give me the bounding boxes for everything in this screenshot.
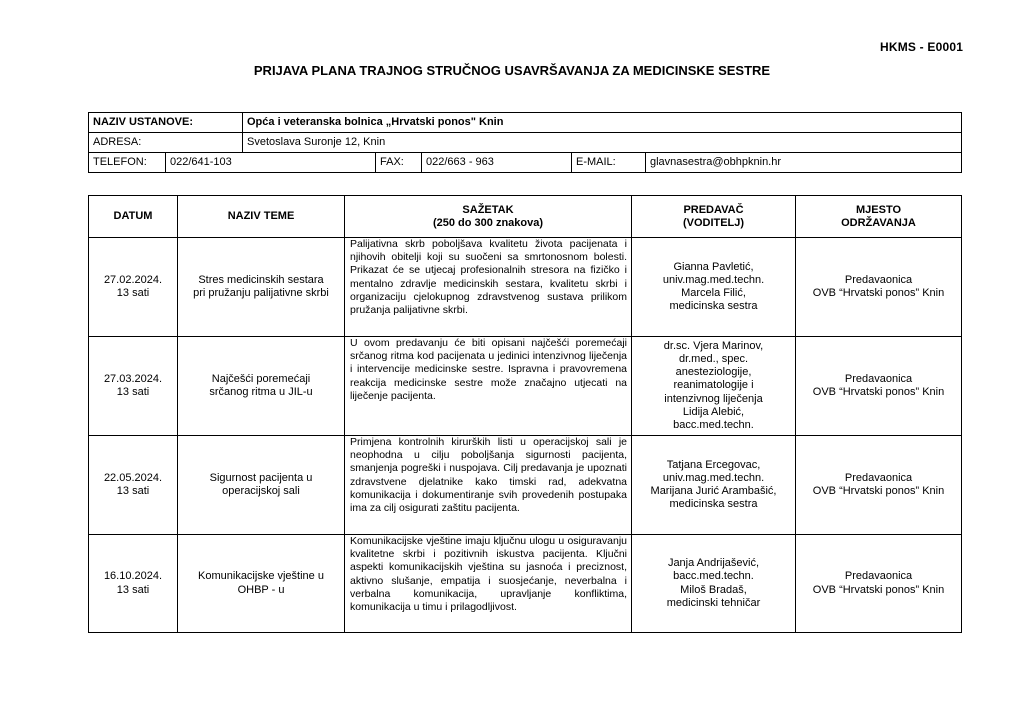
lecturer-line: univ.mag.med.techn. <box>662 471 765 484</box>
summary-text: Palijativna skrb poboljšava kvalitetu života pacijenata i njihovih obitelji koji su suočeni sa smrtonosnom bolesti. Prikazat će se utjecaj profesionalnih stresora na fizičko i mentalno zdravlje medicinskih sestara, kvalitetu skrbi i organizaciju cjelokupnog zdravstvenog sustava prilikom pružanja palijativne skrbi. <box>350 238 627 317</box>
lecturer-line: bacc.med.techn. <box>673 570 754 583</box>
place-line: Predavaonica <box>844 372 913 385</box>
date-text: 16.10.2024. <box>103 570 163 583</box>
cell-lecturer <box>632 337 796 436</box>
topic-line: Komunikacijske vještine u <box>198 570 324 583</box>
lecturer-line: intenzivnog liječenja <box>664 392 763 405</box>
place-line: Predavaonica <box>844 471 913 484</box>
summary-text: Komunikacijske vještine imaju ključnu ulogu u osiguravanju kvalitetne skrbi i pozitivnih iskustva pacijenta. Ključni aspekti komunikacijskih vještina su jasnoća i preciznost, aktivno slušanje, empatija i suosjećanje, neverbalna i verbalna komunikacija, upravljanje konfliktima, komunikacija u timu i prilagodljivost. <box>350 535 627 614</box>
table-row <box>89 436 962 535</box>
cell-date <box>89 337 178 436</box>
adresa-label: ADRESA: <box>89 133 243 153</box>
education-plan-table <box>88 195 962 633</box>
place-line: OVB “Hrvatski ponos” Knin <box>812 485 945 497</box>
header-sazetak: SAŽETAK (250 do 300 znakova) <box>345 196 632 238</box>
cell-lecturer <box>632 436 796 535</box>
lecturer-line: reanimatologije i <box>673 379 754 392</box>
cell-topic <box>178 436 345 535</box>
fax-value: 022/663 - 963 <box>422 153 572 173</box>
place-line: Predavaonica <box>844 273 913 286</box>
cell-summary <box>345 238 632 337</box>
table-row <box>89 337 962 436</box>
table-row <box>89 535 962 633</box>
topic-line: Sigurnost pacijenta u <box>209 471 313 484</box>
cell-date <box>89 238 178 337</box>
topic-line: pri pružanju palijativne skrbi <box>193 287 329 299</box>
cell-place <box>796 238 962 337</box>
email-value: glavnasestra@obhpknin.hr <box>646 153 962 173</box>
cell-topic <box>178 337 345 436</box>
naziv-value: Opća i veteranska bolnica „Hrvatski ponos" Knin <box>243 113 962 133</box>
cell-lecturer <box>632 535 796 633</box>
adresa-value: Svetoslava Suronje 12, Knin <box>243 133 962 153</box>
table-row <box>89 238 962 337</box>
telefon-value: 022/641-103 <box>166 153 376 173</box>
cell-lecturer <box>632 238 796 337</box>
topic-line: srčanog ritma u JIL-u <box>209 386 313 398</box>
time-text: 13 sati <box>116 485 150 497</box>
lecturer-line: Tatjana Ercegovac, <box>666 458 761 471</box>
table-header-row <box>89 196 962 238</box>
lecturer-line: Miloš Bradaš, <box>680 583 747 596</box>
lecturer-line: bacc.med.techn. <box>673 418 754 431</box>
document-code: HKMS - E0001 <box>880 40 964 54</box>
summary-text: Primjena kontrolnih kirurških listi u operacijskoj sali je neophodna u cilju poboljšanja sigurnosti pacijenta, smanjenja pogreški i nuspojava. Cilj predavanja je upoznati zdravstvene djelatnike kako timski rad, adekvatna komunikacija i dokumentiranje svih provedenih postupaka ima za cilj osigurati zaštitu pacijenta. <box>350 436 627 515</box>
header-mjesto: MJESTO ODRŽAVANJA <box>796 196 962 238</box>
place-line: OVB “Hrvatski ponos” Knin <box>812 386 945 398</box>
lecturer-line: medicinski tehničar <box>666 596 761 609</box>
header-predavac: PREDAVAČ (VODITELJ) <box>632 196 796 238</box>
cell-summary <box>345 337 632 436</box>
time-text: 13 sati <box>116 287 150 299</box>
lecturer-line: Gianna Pavletić, <box>673 260 754 273</box>
topic-line: OHBP - u <box>237 583 285 596</box>
telefon-label: TELEFON: <box>89 153 166 173</box>
time-text: 13 sati <box>116 386 150 398</box>
page-title: PRIJAVA PLANA TRAJNOG STRUČNOG USAVRŠAVANJA ZA MEDICINSKE SESTRE <box>253 63 771 78</box>
lecturer-line: dr.med., spec. <box>678 353 749 366</box>
place-line: OVB “Hrvatski ponos” Knin <box>812 287 945 299</box>
fax-label: FAX: <box>376 153 422 173</box>
place-line: Predavaonica <box>844 570 913 583</box>
lecturer-line: Janja Andrijašević, <box>667 557 760 570</box>
lecturer-line: univ.mag.med.techn. <box>662 273 765 286</box>
summary-text: U ovom predavanju će biti opisani najčešći poremećaji srčanog ritma kod pacijenata u jedinici intenzivnog liječenja i intervencije medicinske sestre. Ispravna i pravovremena reakcija medicinske sestre može značajno utjecati na liječenje pacijenta. <box>350 337 627 402</box>
email-label: E-MAIL: <box>572 153 646 173</box>
lecturer-line: dr.sc. Vjera Marinov, <box>663 340 764 353</box>
lecturer-line: Marijana Jurić Arambašić, <box>650 485 777 497</box>
lecturer-line: medicinska sestra <box>669 300 758 313</box>
lecturer-line: anesteziologije, <box>675 366 752 379</box>
place-line: OVB “Hrvatski ponos” Knin <box>812 583 945 596</box>
date-text: 22.05.2024. <box>103 471 163 484</box>
cell-topic <box>178 238 345 337</box>
cell-summary <box>345 436 632 535</box>
header-datum: DATUM <box>89 196 178 238</box>
lecturer-line: Lidija Alebić, <box>682 405 745 418</box>
cell-place <box>796 535 962 633</box>
topic-line: Stres medicinskih sestara <box>198 273 324 286</box>
lecturer-line: medicinska sestra <box>669 498 758 511</box>
cell-date <box>89 436 178 535</box>
cell-place <box>796 337 962 436</box>
cell-place <box>796 436 962 535</box>
cell-topic <box>178 535 345 633</box>
topic-line: Najčešći poremećaji <box>211 372 311 385</box>
date-text: 27.03.2024. <box>103 372 163 385</box>
date-text: 27.02.2024. <box>103 273 163 286</box>
naziv-label: NAZIV USTANOVE: <box>89 113 243 133</box>
topic-line: operacijskoj sali <box>222 485 300 497</box>
time-text: 13 sati <box>116 583 150 596</box>
header-naziv-teme: NAZIV TEME <box>178 196 345 238</box>
institution-info-table <box>88 112 962 173</box>
cell-date <box>89 535 178 633</box>
cell-summary <box>345 535 632 633</box>
lecturer-line: Marcela Filić, <box>681 287 746 299</box>
